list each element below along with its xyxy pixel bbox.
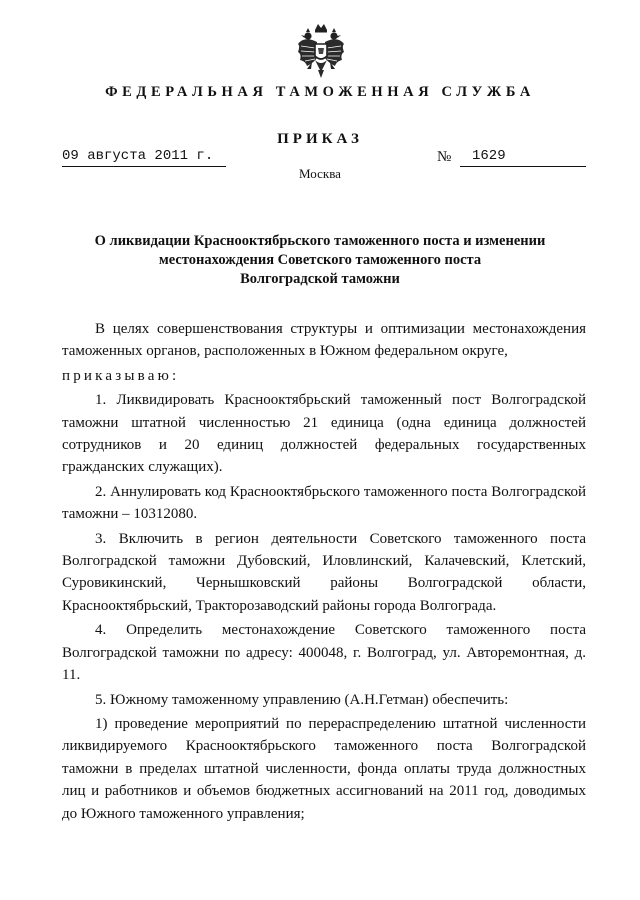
document-date: 09 августа 2011 г.: [62, 148, 214, 164]
document-body: [62, 318, 586, 827]
order-word: приказываю:: [62, 367, 180, 384]
heading-line: О ликвидации Краснооктябрьского таможенного поста и изменении: [94, 233, 546, 249]
intro-paragraph: В целях совершенствования структуры и оптимизации местонахождения таможенных органов, расположенных в Южном федеральном округе,: [62, 321, 586, 360]
document-number: 1629: [472, 148, 506, 164]
heading-line: Волгоградской таможни: [240, 271, 400, 287]
item-3-paragraph: 3. Включить в регион деятельности Советского таможенного поста Волгоградской таможни Дубовский, Иловлинский, Калачевский, Клетский, Суровикинский, Чернышковский районы Волгоградской области, Краснооктябрьский, Тракторозаводский районы города Волгограда.: [62, 530, 586, 614]
russian-coat-of-arms-icon: [296, 22, 346, 80]
document-number-field: [460, 146, 586, 167]
item-5-paragraph: 5. Южному таможенному управлению (А.Н.Гетман) обеспечить:: [95, 691, 509, 708]
document-heading: [60, 232, 580, 289]
number-label: №: [437, 149, 452, 165]
heading-line: местонахождения Советского таможенного поста: [158, 252, 482, 268]
item-5-1-paragraph: 1) проведение мероприятий по перераспределению штатной численности ликвидируемого Краснооктябрьского таможенного поста Волгоградской таможни в пределах штатной численности, фонда оплаты труда должностных лиц и работников и объемов бюджетных ассигнований на 2011 год, доводимых до Южного таможенного управления;: [62, 715, 586, 822]
item-2-paragraph: 2. Аннулировать код Краснооктябрьского таможенного поста Волгоградской таможни – 10312080.: [62, 483, 586, 523]
item-1-paragraph: 1. Ликвидировать Краснооктябрьский таможенный пост Волгоградской таможни штатной численностью 21 единица (одна единица должностей сотрудников и 20 единиц должностей федеральных государственных гражданских служащих).: [62, 392, 586, 476]
document-type: ПРИКАЗ: [277, 131, 363, 147]
document-date-field: [62, 146, 226, 167]
item-4-paragraph: 4. Определить местонахождение Советского таможенного поста Волгоградской таможни по адресу: 400048, г. Волгоград, ул. Авторемонтная, д. 11.: [62, 622, 586, 684]
city-of-issue: Москва: [299, 166, 341, 181]
agency-name: ФЕДЕРАЛЬНАЯ ТАМОЖЕННАЯ СЛУЖБА: [105, 84, 535, 100]
